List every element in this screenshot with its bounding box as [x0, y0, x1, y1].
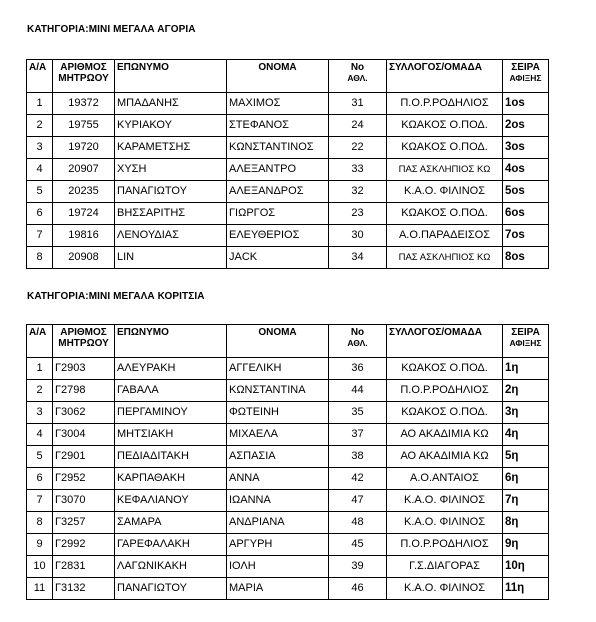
cell-surname: ΚΕΦΑΛΙΑΝΟΥ: [115, 490, 227, 512]
cell-aa: 3: [27, 402, 53, 424]
cell-club: ΚΩΑΚΟΣ Ο.ΠΟΔ.: [387, 137, 503, 159]
table-row: [27, 159, 549, 181]
cell-surname: ΠΕΡΓΑΜΙΝΟΥ: [115, 402, 227, 424]
cell-name: ΙΩΑΝΝΑ: [227, 490, 329, 512]
cell-registry: Γ2798: [53, 380, 115, 402]
header-line: ΜΗΤΡΩΟΥ: [58, 73, 109, 84]
table-row: [27, 115, 549, 137]
col-header-athlete-no: [329, 325, 387, 358]
cell-name: ΑΛΕΞΑΝΤΡΟ: [227, 159, 329, 181]
table-row: [27, 512, 549, 534]
cell-name: ΣΤΕΦΑΝΟΣ: [227, 115, 329, 137]
col-header-club: ΣΥΛΛΟΓΟΣ/ΟΜΑΔΑ: [387, 60, 503, 93]
cell-surname: ΓΑΒΑΛΑ: [115, 380, 227, 402]
cell-name: ΑΝΝΑ: [227, 468, 329, 490]
cell-registry: Γ3257: [53, 512, 115, 534]
cell-name: ΜΑΡΙΑ: [227, 578, 329, 600]
header-line: ΑΡΙΘΜΟΣ: [60, 62, 107, 73]
cell-surname: ΠΑΝΑΓΙΩΤΟΥ: [115, 181, 227, 203]
cell-registry: Γ2901: [53, 446, 115, 468]
cell-athlete-no: 34: [329, 247, 387, 269]
cell-club: ΚΩΑΚΟΣ Ο.ΠΟΔ.: [387, 358, 503, 380]
cell-surname: ΚΥΡΙΑΚΟΥ: [115, 115, 227, 137]
cell-athlete-no: 33: [329, 159, 387, 181]
cell-arrival-order: 10η: [503, 556, 549, 578]
col-header-aa: Α/Α: [27, 60, 53, 93]
cell-surname: ΚΑΡΠΑΘΑΚΗ: [115, 468, 227, 490]
cell-registry: Γ3062: [53, 402, 115, 424]
cell-club: Κ.Α.Ο. ΦΙΛΙΝΟΣ: [387, 512, 503, 534]
cell-surname: ΛΕΝΟΥΔΙΑΣ: [115, 225, 227, 247]
cell-club: ΑΟ ΑΚΑΔΙΜΙΑ ΚΩ: [387, 424, 503, 446]
table-row: [27, 534, 549, 556]
cell-club: Κ.Α.Ο. ΦΙΛΙΝΟΣ: [387, 181, 503, 203]
cell-aa: 1: [27, 93, 53, 115]
category-title-boys: ΚΑΤΗΓΟΡΙΑ:ΜΙΝΙ ΜΕΓΑΛΑ ΑΓΟΡΙΑ: [27, 24, 196, 35]
cell-aa: 5: [27, 446, 53, 468]
cell-name: ΓΙΩΡΓΟΣ: [227, 203, 329, 225]
cell-aa: 6: [27, 203, 53, 225]
table-row: [27, 578, 549, 600]
cell-arrival-order: 6os: [503, 203, 549, 225]
col-header-name: ΟΝΟΜΑ: [227, 325, 329, 358]
cell-athlete-no: 47: [329, 490, 387, 512]
cell-registry: 19720: [53, 137, 115, 159]
table-body-girls: [27, 358, 549, 600]
cell-registry: 19816: [53, 225, 115, 247]
cell-club: ΚΩΑΚΟΣ Ο.ΠΟΔ.: [387, 203, 503, 225]
cell-club: Π.Ο.Ρ.ΡΟΔΗΛΙΟΣ: [387, 380, 503, 402]
cell-arrival-order: 8os: [503, 247, 549, 269]
cell-club: ΚΩΑΚΟΣ Ο.ΠΟΔ.: [387, 115, 503, 137]
cell-arrival-order: 5η: [503, 446, 549, 468]
table-row: [27, 446, 549, 468]
cell-aa: 8: [27, 247, 53, 269]
cell-athlete-no: 38: [329, 446, 387, 468]
cell-athlete-no: 31: [329, 93, 387, 115]
table-row: [27, 203, 549, 225]
cell-name: ΦΩΤΕΙΝΗ: [227, 402, 329, 424]
table-header-row: [27, 60, 549, 93]
cell-athlete-no: 42: [329, 468, 387, 490]
cell-arrival-order: 2os: [503, 115, 549, 137]
category-title-girls: ΚΑΤΗΓΟΡΙΑ:ΜΙΝΙ ΜΕΓΑΛΑ ΚΟΡΙΤΣΙΑ: [27, 291, 205, 302]
cell-athlete-no: 39: [329, 556, 387, 578]
cell-athlete-no: 32: [329, 181, 387, 203]
cell-athlete-no: 22: [329, 137, 387, 159]
cell-registry: Γ2952: [53, 468, 115, 490]
cell-club: ΑΟ ΑΚΑΔΙΜΙΑ ΚΩ: [387, 446, 503, 468]
cell-athlete-no: 37: [329, 424, 387, 446]
cell-surname: ΜΗΤΣΙΑΚΗ: [115, 424, 227, 446]
cell-aa: 9: [27, 534, 53, 556]
table-body-boys: [27, 93, 549, 269]
header-line: ΑΘΛ.: [347, 73, 368, 83]
cell-athlete-no: 44: [329, 380, 387, 402]
cell-arrival-order: 6η: [503, 468, 549, 490]
cell-arrival-order: 5os: [503, 181, 549, 203]
header-line: ΣΕΙΡΑ: [511, 62, 540, 73]
cell-name: JACK: [227, 247, 329, 269]
table-row: [27, 93, 549, 115]
results-table-girls: [26, 324, 549, 600]
table-row: [27, 358, 549, 380]
cell-arrival-order: 1η: [503, 358, 549, 380]
cell-arrival-order: 7η: [503, 490, 549, 512]
cell-name: ΑΛΕΞΑΝΔΡΟΣ: [227, 181, 329, 203]
cell-athlete-no: 46: [329, 578, 387, 600]
cell-aa: 8: [27, 512, 53, 534]
cell-registry: Γ3004: [53, 424, 115, 446]
cell-surname: ΛΑΓΩΝΙΚΑΚΗ: [115, 556, 227, 578]
results-table-boys: [26, 59, 549, 269]
cell-arrival-order: 3η: [503, 402, 549, 424]
cell-surname: ΜΠΑΔΑΝΗΣ: [115, 93, 227, 115]
cell-athlete-no: 23: [329, 203, 387, 225]
cell-aa: 4: [27, 159, 53, 181]
cell-name: ΚΩΝΣΤΑΝΤΙΝΑ: [227, 380, 329, 402]
col-header-name: ΟΝΟΜΑ: [227, 60, 329, 93]
cell-club: Π.Ο.Ρ.ΡΟΔΗΛΙΟΣ: [387, 93, 503, 115]
col-header-athlete-no: [329, 60, 387, 93]
col-header-surname: ΕΠΩΝΥΜΟ: [115, 325, 227, 358]
cell-surname: ΧΥΣΗ: [115, 159, 227, 181]
cell-club: Κ.Α.Ο. ΦΙΛΙΝΟΣ: [387, 490, 503, 512]
cell-surname: LIN: [115, 247, 227, 269]
col-header-arrival-order: [503, 325, 549, 358]
cell-arrival-order: 1os: [503, 93, 549, 115]
cell-registry: Γ2831: [53, 556, 115, 578]
cell-registry: Γ2903: [53, 358, 115, 380]
table-row: [27, 247, 549, 269]
cell-club: ΠΑΣ ΑΣΚΛΗΠΙΟΣ ΚΩ: [387, 247, 503, 269]
header-line: Νο: [350, 327, 365, 338]
cell-arrival-order: 4η: [503, 424, 549, 446]
cell-registry: Γ3070: [53, 490, 115, 512]
col-header-registry: [53, 60, 115, 93]
header-line: ΑΡΙΘΜΟΣ: [60, 327, 107, 338]
cell-club: Α.Ο.ΑΝΤΑΙΟΣ: [387, 468, 503, 490]
cell-athlete-no: 35: [329, 402, 387, 424]
table-row: [27, 424, 549, 446]
cell-arrival-order: 4os: [503, 159, 549, 181]
cell-arrival-order: 3os: [503, 137, 549, 159]
cell-name: ΚΩΝΣΤΑΝΤΙΝΟΣ: [227, 137, 329, 159]
header-line: ΑΘΛ.: [347, 338, 368, 348]
cell-registry: Γ3132: [53, 578, 115, 600]
cell-arrival-order: 8η: [503, 512, 549, 534]
cell-athlete-no: 48: [329, 512, 387, 534]
table-row: [27, 181, 549, 203]
cell-arrival-order: 9η: [503, 534, 549, 556]
table-row: [27, 490, 549, 512]
cell-aa: 11: [27, 578, 53, 600]
cell-athlete-no: 45: [329, 534, 387, 556]
cell-surname: ΣΑΜΑΡΑ: [115, 512, 227, 534]
col-header-registry: [53, 325, 115, 358]
cell-athlete-no: 36: [329, 358, 387, 380]
cell-aa: 10: [27, 556, 53, 578]
cell-name: ΑΝΔΡΙΑΝΑ: [227, 512, 329, 534]
header-line: Νο: [350, 62, 365, 73]
table-row: [27, 137, 549, 159]
cell-registry: 20235: [53, 181, 115, 203]
table-row: [27, 556, 549, 578]
cell-aa: 2: [27, 380, 53, 402]
cell-arrival-order: 7os: [503, 225, 549, 247]
header-line: ΜΗΤΡΩΟΥ: [58, 338, 109, 349]
cell-club: Π.Ο.Ρ.ΡΟΔΗΛΙΟΣ: [387, 534, 503, 556]
cell-surname: ΓΑΡΕΦΑΛΑΚΗ: [115, 534, 227, 556]
cell-registry: Γ2992: [53, 534, 115, 556]
header-line: ΣΕΙΡΑ: [511, 327, 540, 338]
col-header-arrival-order: [503, 60, 549, 93]
cell-club: Γ.Σ.ΔΙΑΓΟΡΑΣ: [387, 556, 503, 578]
cell-athlete-no: 24: [329, 115, 387, 137]
table-row: [27, 402, 549, 424]
cell-surname: ΚΑΡΑΜΕΤΣΗΣ: [115, 137, 227, 159]
cell-surname: ΠΑΝΑΓΙΩΤΟΥ: [115, 578, 227, 600]
cell-registry: 20907: [53, 159, 115, 181]
cell-registry: 20908: [53, 247, 115, 269]
table-row: [27, 380, 549, 402]
cell-club: ΚΩΑΚΟΣ Ο.ΠΟΔ.: [387, 402, 503, 424]
cell-aa: 3: [27, 137, 53, 159]
col-header-club: ΣΥΛΛΟΓΟΣ/ΟΜΑΔΑ: [387, 325, 503, 358]
cell-aa: 6: [27, 468, 53, 490]
header-line: ΑΦΙΞΗΣ: [509, 73, 542, 83]
cell-registry: 19372: [53, 93, 115, 115]
col-header-surname: ΕΠΩΝΥΜΟ: [115, 60, 227, 93]
cell-surname: ΒΗΣΣΑΡΙΤΗΣ: [115, 203, 227, 225]
cell-aa: 4: [27, 424, 53, 446]
cell-athlete-no: 30: [329, 225, 387, 247]
cell-name: ΜΙΧΑΕΛΑ: [227, 424, 329, 446]
cell-arrival-order: 11η: [503, 578, 549, 600]
cell-name: ΑΣΠΑΣΙΑ: [227, 446, 329, 468]
cell-aa: 5: [27, 181, 53, 203]
cell-aa: 2: [27, 115, 53, 137]
cell-name: ΕΛΕΥΘΕΡΙΟΣ: [227, 225, 329, 247]
cell-registry: 19755: [53, 115, 115, 137]
col-header-aa: Α/Α: [27, 325, 53, 358]
cell-aa: 1: [27, 358, 53, 380]
cell-registry: 19724: [53, 203, 115, 225]
cell-name: ΙΟΛΗ: [227, 556, 329, 578]
cell-aa: 7: [27, 490, 53, 512]
cell-surname: ΑΛΕΥΡΑΚΗ: [115, 358, 227, 380]
header-line: ΑΦΙΞΗΣ: [509, 338, 542, 348]
table-row: [27, 468, 549, 490]
table-row: [27, 225, 549, 247]
cell-club: Α.Ο.ΠΑΡΑΔΕΙΣΟΣ: [387, 225, 503, 247]
cell-name: ΑΓΓΕΛΙΚΗ: [227, 358, 329, 380]
cell-surname: ΠΕΔΙΑΔΙΤΑΚΗ: [115, 446, 227, 468]
table-header-row: [27, 325, 549, 358]
cell-aa: 7: [27, 225, 53, 247]
cell-name: ΜΑΧΙΜΟΣ: [227, 93, 329, 115]
cell-club: Κ.Α.Ο. ΦΙΛΙΝΟΣ: [387, 578, 503, 600]
cell-arrival-order: 2η: [503, 380, 549, 402]
cell-name: ΑΡΓΥΡΗ: [227, 534, 329, 556]
cell-club: ΠΑΣ ΑΣΚΛΗΠΙΟΣ ΚΩ: [387, 159, 503, 181]
